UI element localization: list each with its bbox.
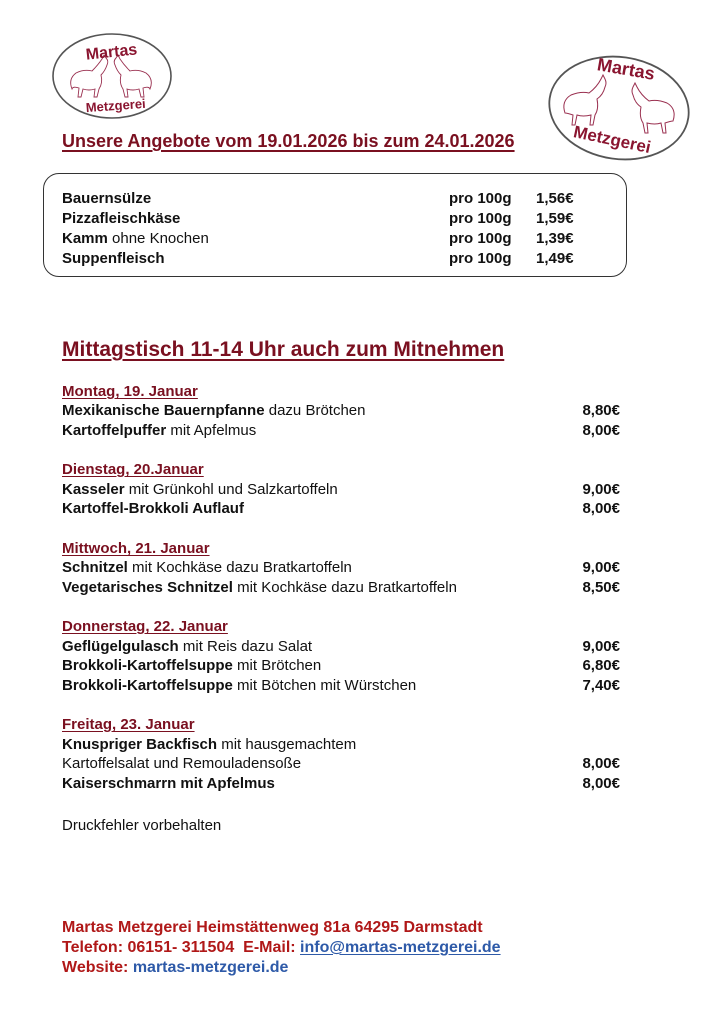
logo-left-bottom-text: Metzgerei (85, 95, 147, 116)
logo-right-graphic (545, 53, 693, 163)
offer-name: Pizzafleischkäse (62, 210, 181, 227)
day-heading: Mittwoch, 21. Januar (62, 540, 210, 557)
dish-price: 8,00€ (582, 422, 620, 439)
dish-detail: mit Kochkäse dazu Bratkartoffeln (232, 579, 457, 596)
footer-phone-label: Telefon: 06151- 311504 E-Mail: (62, 939, 301, 956)
offer-name-detail: ohne Knochen (107, 230, 209, 247)
dish-detail: mit Bötchen mit Würstchen (232, 677, 417, 694)
dish-detail: mit Kochkäse dazu Bratkartoffeln (127, 559, 352, 576)
dish-name: Kaiserschmarrn mit Apfelmus (62, 775, 275, 792)
dish-name: Kasseler (62, 481, 125, 498)
offer-unit: pro 100g (449, 190, 512, 207)
offer-price: 1,39€ (536, 230, 574, 247)
dish-item (62, 401, 365, 421)
dish-item (62, 676, 416, 696)
offer-price: 1,49€ (536, 250, 574, 267)
dish-name: Kartoffelpuffer (62, 422, 167, 439)
offers-title: Unsere Angebote vom 19.01.2026 bis zum 24.01.2026 (62, 131, 515, 151)
dish-price: 9,00€ (582, 481, 620, 498)
dish-detail: mit Brötchen (232, 657, 322, 674)
dish-price: 9,00€ (582, 559, 620, 576)
offer-unit: pro 100g (449, 230, 512, 247)
offer-name: Suppenfleisch (62, 250, 165, 267)
dish-name: Brokkoli-Kartoffelsuppe (62, 677, 233, 694)
logo-right-bottom-text: Metzgerei (571, 122, 653, 158)
disclaimer: Druckfehler vorbehalten (62, 817, 222, 834)
logo-left-graphic (50, 31, 174, 121)
dish-item (62, 421, 256, 441)
dish-price: 8,00€ (582, 500, 620, 517)
dish-detail-line2: Kartoffelsalat und Remouladensoße (62, 755, 302, 772)
logo-left (50, 31, 174, 121)
day-heading: Montag, 19. Januar (62, 383, 198, 400)
dish-name: Vegetarisches Schnitzel (62, 579, 233, 596)
dish-name: Schnitzel (62, 559, 128, 576)
dish-item (62, 578, 457, 598)
dish-name: Brokkoli-Kartoffelsuppe (62, 657, 233, 674)
dish-name: Geflügelgulasch (62, 638, 179, 655)
day-heading: Dienstag, 20.Januar (62, 461, 204, 478)
website-link[interactable]: martas-metzgerei.de (132, 959, 289, 976)
footer-contact (62, 938, 501, 958)
dish-price: 8,80€ (582, 402, 620, 419)
dish-price: 9,00€ (582, 638, 620, 655)
dish-item (62, 499, 244, 519)
dish-detail: mit hausgemachtem (217, 736, 357, 753)
lunch-title: Mittagstisch 11-14 Uhr auch zum Mitnehmen (62, 338, 505, 361)
footer-website-label: Website: (62, 959, 133, 976)
dish-item (62, 558, 352, 578)
dish-detail: mit Apfelmus (166, 422, 257, 439)
dish-item (62, 637, 312, 657)
dish-price: 8,50€ (582, 579, 620, 596)
offer-unit: pro 100g (449, 210, 512, 227)
day-heading: Donnerstag, 22. Januar (62, 618, 228, 635)
offer-unit: pro 100g (449, 250, 512, 267)
dish-price: 6,80€ (582, 657, 620, 674)
dish-item (62, 480, 338, 500)
dish-name: Knuspriger Backfisch (62, 736, 218, 753)
dish-detail: mit Grünkohl und Salzkartoffeln (124, 481, 338, 498)
dish-detail: mit Reis dazu Salat (178, 638, 313, 655)
logo-left-top-text: Martas (84, 41, 139, 64)
dish-price: 7,40€ (582, 677, 620, 694)
dish-item (62, 656, 321, 676)
dish-item (62, 774, 275, 794)
dish-name: Mexikanische Bauernpfanne (62, 402, 265, 419)
day-heading: Freitag, 23. Januar (62, 716, 195, 733)
offer-price: 1,59€ (536, 210, 574, 227)
dish-price: 8,00€ (582, 755, 620, 772)
offer-name: Bauernsülze (62, 190, 152, 207)
dish-item (62, 735, 356, 755)
footer-address: Martas Metzgerei Heimstättenweg 81a 64295 Darmstadt (62, 919, 483, 936)
email-link[interactable]: info@martas-metzgerei.de (300, 939, 501, 956)
offer-price: 1,56€ (536, 190, 574, 207)
offer-name: Kamm (62, 230, 108, 247)
logo-right-top-text: Martas (595, 54, 657, 84)
dish-price: 8,00€ (582, 775, 620, 792)
dish-detail: dazu Brötchen (264, 402, 366, 419)
dish-name: Kartoffel-Brokkoli Auflauf (62, 500, 244, 517)
logo-right (545, 53, 693, 163)
footer-website (62, 958, 288, 978)
